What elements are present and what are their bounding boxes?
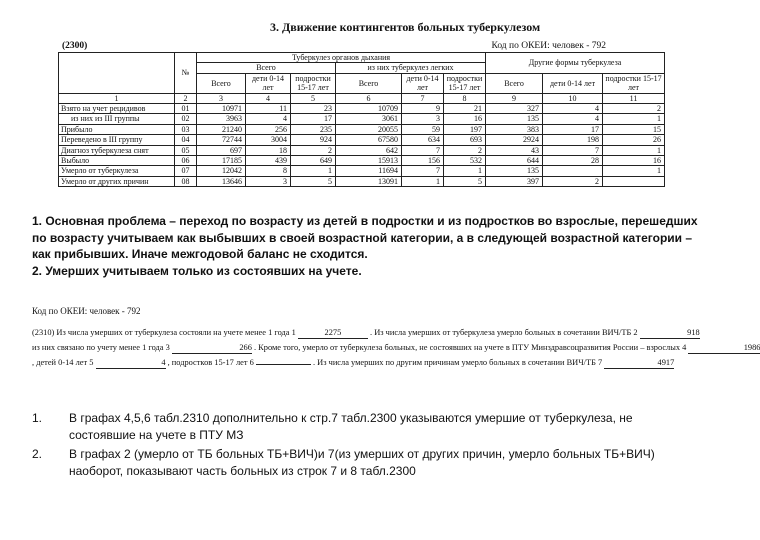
- header-children: дети 0-14 лет: [246, 73, 291, 93]
- row-code: 02: [175, 114, 197, 124]
- t2310-value: 918: [640, 328, 700, 339]
- cell-value: 17: [291, 114, 336, 124]
- cell-value: 15913: [336, 156, 402, 166]
- cell-value: 2924: [486, 135, 543, 145]
- list-item-text: В графах 2 (умерло от ТБ больных ТБ+ВИЧ)и 7(из умерших от других причин, умерло больных ТБ+ВИЧ) наоборот, показывают часть больных из строк 7 и 8 табл.2300: [69, 447, 655, 478]
- cell-value: 13091: [336, 176, 402, 186]
- column-numbers-row: [59, 93, 665, 103]
- cell-value: 1: [444, 166, 486, 176]
- cell-value: 3: [246, 176, 291, 186]
- column-number: 9: [486, 93, 543, 103]
- table-2310: [32, 325, 760, 370]
- cell-value: 21: [444, 104, 486, 114]
- t2310-text: . Кроме того, умерло от туберкулеза больных, не состоявших на учете в ПТУ Минздравсоцразвития России – взрослых 4: [253, 343, 687, 352]
- list-item: [32, 410, 702, 444]
- row-code: 07: [175, 166, 197, 176]
- cell-value: 1: [291, 166, 336, 176]
- cell-value: 3061: [336, 114, 402, 124]
- column-number: 11: [603, 93, 665, 103]
- list-item-text: В графах 4,5,6 табл.2310 дополнительно к стр.7 табл.2300 указываются умершие от туберкулеза, не состоявшие на учете в ПТУ МЗ: [69, 411, 633, 442]
- cell-value: 11694: [336, 166, 402, 176]
- row-code: 08: [175, 176, 197, 186]
- row-label: Диагноз туберкулеза снят: [59, 145, 175, 155]
- cell-value: 12042: [197, 166, 246, 176]
- t2310-line-2: [32, 340, 760, 355]
- cell-value: 5: [291, 176, 336, 186]
- cell-value: 10709: [336, 104, 402, 114]
- table-row: [59, 104, 665, 114]
- table-row: [59, 135, 665, 145]
- t2310-value: 266: [172, 343, 252, 354]
- table-code: (2300): [62, 41, 88, 51]
- cell-value: 21240: [197, 124, 246, 134]
- cell-value: 2: [291, 145, 336, 155]
- header-num: №: [175, 53, 197, 94]
- header-vsego: Всего: [336, 73, 402, 93]
- cell-value: 67580: [336, 135, 402, 145]
- cell-value: 135: [486, 166, 543, 176]
- row-label: Умерло от туберкулеза: [59, 166, 175, 176]
- cell-value: 11: [246, 104, 291, 114]
- row-label: Взято на учет рецидивов: [59, 104, 175, 114]
- cell-value: 23: [291, 104, 336, 114]
- cell-value: 439: [246, 156, 291, 166]
- column-number: 7: [402, 93, 444, 103]
- cell-value: 15: [603, 124, 665, 134]
- row-label: Умерло от других причин: [59, 176, 175, 186]
- t2310-text: , подростков 15-17 лет 6: [167, 358, 254, 367]
- cell-value: 9: [402, 104, 444, 114]
- row-code: 03: [175, 124, 197, 134]
- column-number: 10: [543, 93, 603, 103]
- cell-value: [603, 176, 665, 186]
- column-number: 3: [197, 93, 246, 103]
- cell-value: 1: [603, 166, 665, 176]
- header-teens: подростки 15-17 лет: [603, 73, 665, 93]
- cell-value: 3004: [246, 135, 291, 145]
- table-row: [59, 145, 665, 155]
- cell-value: 198: [543, 135, 603, 145]
- list-item-number: 1.: [32, 411, 43, 425]
- column-number: 4: [246, 93, 291, 103]
- cell-value: 4: [543, 104, 603, 114]
- t2310-text: , детей 0-14 лет 5: [32, 358, 94, 367]
- table-row: [59, 176, 665, 186]
- cell-value: 3: [402, 114, 444, 124]
- cell-value: 4: [246, 114, 291, 124]
- notes-block: [32, 213, 702, 279]
- cell-value: 2: [543, 176, 603, 186]
- cell-value: 5: [444, 176, 486, 186]
- t2310-value: 4917: [604, 358, 674, 369]
- t2310-text: . Из числа умерших по другим причинам умерло больных в сочетании ВИЧ/ТБ 7: [312, 358, 603, 367]
- column-number: 2: [175, 93, 197, 103]
- cell-value: 924: [291, 135, 336, 145]
- row-code: 04: [175, 135, 197, 145]
- t2310-value: 2275: [298, 328, 368, 339]
- header-total: Всего: [197, 63, 336, 73]
- cell-value: 693: [444, 135, 486, 145]
- cell-value: 634: [402, 135, 444, 145]
- t2310-value: [256, 364, 311, 365]
- t2310-value: 1986: [688, 343, 760, 354]
- cell-value: 7: [402, 145, 444, 155]
- header-teens: подростки 15-17 лет: [291, 73, 336, 93]
- cell-value: 10971: [197, 104, 246, 114]
- cell-value: 17185: [197, 156, 246, 166]
- cell-value: 327: [486, 104, 543, 114]
- t2310-text: . Из числа умерших от туберкулеза умерло больных в сочетании ВИЧ/ТБ 2: [370, 328, 638, 337]
- header-teens: подростки 15-17 лет: [444, 73, 486, 93]
- t2310-line-3: [32, 355, 712, 370]
- header-children: дети 0-14 лет: [402, 73, 444, 93]
- okei-code-2310: Код по ОКЕИ: человек - 792: [32, 306, 141, 316]
- cell-value: 532: [444, 156, 486, 166]
- row-label: Переведено в III группу: [59, 135, 175, 145]
- cell-value: 8: [246, 166, 291, 176]
- cell-value: 644: [486, 156, 543, 166]
- cell-value: 20055: [336, 124, 402, 134]
- header-pulmonary: Туберкулез органов дыхания: [197, 53, 486, 63]
- cell-value: 649: [291, 156, 336, 166]
- row-label: Прибыло: [59, 124, 175, 134]
- instructions-list: [32, 410, 702, 482]
- cell-value: 135: [486, 114, 543, 124]
- cell-value: 7: [543, 145, 603, 155]
- header-other-forms: Другие формы туберкулеза: [486, 53, 665, 74]
- cell-value: 18: [246, 145, 291, 155]
- t2310-line-1: [32, 325, 712, 340]
- cell-value: 697: [197, 145, 246, 155]
- table-row: [59, 114, 665, 124]
- cell-value: 26: [603, 135, 665, 145]
- list-item-number: 2.: [32, 447, 43, 461]
- cell-value: 197: [444, 124, 486, 134]
- note-1: 1. Основная проблема – переход по возрасту из детей в подростки и из подростков во взрослые, перешедших по возрасту учитываем как выбывших в своей возрастной категории, а в следующей возрастной категории – как прибывших. Иначе межгодовой баланс не сходится.: [32, 214, 698, 261]
- cell-value: 72744: [197, 135, 246, 145]
- t2310-text: из них связано по учету менее 1 года 3: [32, 343, 170, 352]
- header-vsego: Всего: [197, 73, 246, 93]
- cell-value: 59: [402, 124, 444, 134]
- header-blank: [59, 53, 175, 94]
- table-row: [59, 156, 665, 166]
- cell-value: 2: [444, 145, 486, 155]
- cell-value: 4: [543, 114, 603, 124]
- cell-value: 1: [603, 145, 665, 155]
- header-vsego: Всего: [486, 73, 543, 93]
- column-number: 6: [336, 93, 402, 103]
- row-label: из них из III группы: [59, 114, 175, 124]
- cell-value: 1: [603, 114, 665, 124]
- row-code: 05: [175, 145, 197, 155]
- okei-code: Код по ОКЕИ: человек - 792: [491, 41, 606, 51]
- table-body: [59, 104, 665, 187]
- cell-value: 28: [543, 156, 603, 166]
- cell-value: 156: [402, 156, 444, 166]
- column-number: 8: [444, 93, 486, 103]
- cell-value: 383: [486, 124, 543, 134]
- contingent-movement-table: [58, 52, 665, 187]
- table-row: [59, 124, 665, 134]
- cell-value: 2: [603, 104, 665, 114]
- table-title: 3. Движение контингентов больных туберкулезом: [270, 20, 541, 34]
- cell-value: 3963: [197, 114, 246, 124]
- column-number: 1: [59, 93, 175, 103]
- cell-value: 397: [486, 176, 543, 186]
- table-row: [59, 166, 665, 176]
- row-label: Выбыло: [59, 156, 175, 166]
- cell-value: 235: [291, 124, 336, 134]
- cell-value: 7: [402, 166, 444, 176]
- cell-value: 1: [402, 176, 444, 186]
- header-lungs: из них туберкулез легких: [336, 63, 486, 73]
- cell-value: 43: [486, 145, 543, 155]
- cell-value: 17: [543, 124, 603, 134]
- cell-value: 13646: [197, 176, 246, 186]
- cell-value: 256: [246, 124, 291, 134]
- header-children: дети 0-14 лет: [543, 73, 603, 93]
- row-code: 06: [175, 156, 197, 166]
- row-code: 01: [175, 104, 197, 114]
- note-2: 2. Умерших учитываем только из состоявших на учете.: [32, 263, 362, 278]
- column-number: 5: [291, 93, 336, 103]
- t2310-value: 4: [96, 358, 166, 369]
- t2310-text: (2310) Из числа умерших от туберкулеза состояли на учете менее 1 года 1: [32, 328, 296, 337]
- cell-value: [543, 166, 603, 176]
- cell-value: 16: [444, 114, 486, 124]
- list-item: [32, 446, 702, 480]
- cell-value: 16: [603, 156, 665, 166]
- cell-value: 642: [336, 145, 402, 155]
